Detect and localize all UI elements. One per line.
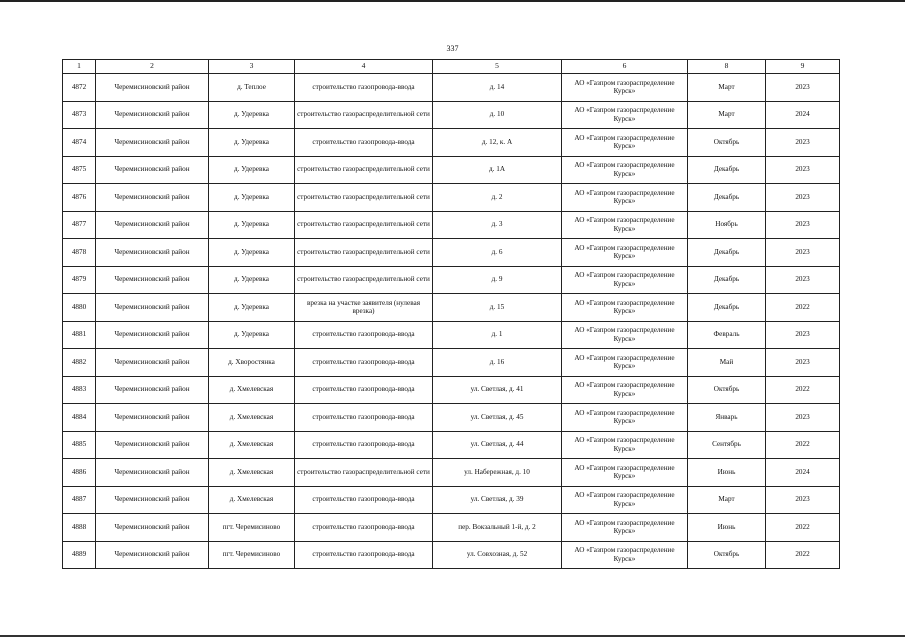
work-type-cell: строительство газопровода-ввода — [295, 321, 433, 349]
table-row — [63, 156, 840, 184]
district-cell: Черемисиновский район — [96, 376, 209, 404]
row-number-cell: 4876 — [63, 184, 96, 212]
work-type-cell: строительство газопровода-ввода — [295, 376, 433, 404]
table-row — [63, 239, 840, 267]
year-cell: 2023 — [766, 74, 840, 102]
district-cell: Черемисиновский район — [96, 294, 209, 322]
table-row — [63, 129, 840, 157]
row-number-cell: 4878 — [63, 239, 96, 267]
column-header-month: 8 — [688, 60, 766, 74]
address-cell: д. 12, к. А — [433, 129, 562, 157]
year-cell: 2023 — [766, 349, 840, 377]
settlement-cell: д. Удеревка — [209, 156, 295, 184]
year-cell: 2023 — [766, 404, 840, 432]
table-row — [63, 184, 840, 212]
year-cell: 2024 — [766, 459, 840, 487]
address-cell: ул. Светлая, д. 45 — [433, 404, 562, 432]
work-type-cell: строительство газопровода-ввода — [295, 349, 433, 377]
district-cell: Черемисиновский район — [96, 211, 209, 239]
year-cell: 2023 — [766, 239, 840, 267]
row-number-cell: 4885 — [63, 431, 96, 459]
year-cell: 2022 — [766, 376, 840, 404]
table-row — [63, 211, 840, 239]
address-cell: д. 9 — [433, 266, 562, 294]
registry-table — [62, 59, 840, 569]
column-header-organization: 6 — [562, 60, 688, 74]
address-cell: д. 2 — [433, 184, 562, 212]
table-row — [63, 349, 840, 377]
settlement-cell: д. Удеревка — [209, 211, 295, 239]
work-type-cell: строительство газораспределительной сети — [295, 266, 433, 294]
month-cell: Январь — [688, 404, 766, 432]
organization-cell: АО «Газпром газораспределение Курск» — [562, 294, 688, 322]
work-type-cell: строительство газопровода-ввода — [295, 486, 433, 514]
settlement-cell: д. Удеревка — [209, 266, 295, 294]
organization-cell: АО «Газпром газораспределение Курск» — [562, 431, 688, 459]
row-number-cell: 4883 — [63, 376, 96, 404]
month-cell: Май — [688, 349, 766, 377]
settlement-cell: д. Хмелевская — [209, 486, 295, 514]
month-cell: Март — [688, 74, 766, 102]
table-row — [63, 514, 840, 542]
year-cell: 2024 — [766, 101, 840, 129]
month-cell: Ноябрь — [688, 211, 766, 239]
year-cell: 2023 — [766, 321, 840, 349]
settlement-cell: д. Хмелевская — [209, 404, 295, 432]
row-number-cell: 4886 — [63, 459, 96, 487]
row-number-cell: 4884 — [63, 404, 96, 432]
year-cell: 2023 — [766, 156, 840, 184]
month-cell: Октябрь — [688, 129, 766, 157]
work-type-cell: строительство газораспределительной сети — [295, 184, 433, 212]
district-cell: Черемисиновский район — [96, 486, 209, 514]
month-cell: Сентябрь — [688, 431, 766, 459]
table-row — [63, 321, 840, 349]
work-type-cell: строительство газопровода-ввода — [295, 74, 433, 102]
district-cell: Черемисиновский район — [96, 74, 209, 102]
district-cell: Черемисиновский район — [96, 459, 209, 487]
row-number-cell: 4872 — [63, 74, 96, 102]
year-cell: 2022 — [766, 431, 840, 459]
district-cell: Черемисиновский район — [96, 129, 209, 157]
year-cell: 2022 — [766, 541, 840, 569]
month-cell: Октябрь — [688, 376, 766, 404]
work-type-cell: строительство газораспределительной сети — [295, 239, 433, 267]
district-cell: Черемисиновский район — [96, 431, 209, 459]
organization-cell: АО «Газпром газораспределение Курск» — [562, 129, 688, 157]
organization-cell: АО «Газпром газораспределение Курск» — [562, 239, 688, 267]
organization-cell: АО «Газпром газораспределение Курск» — [562, 184, 688, 212]
month-cell: Март — [688, 101, 766, 129]
year-cell: 2023 — [766, 184, 840, 212]
work-type-cell: строительство газораспределительной сети — [295, 211, 433, 239]
settlement-cell: д. Удеревка — [209, 184, 295, 212]
work-type-cell: строительство газораспределительной сети — [295, 156, 433, 184]
organization-cell: АО «Газпром газораспределение Курск» — [562, 101, 688, 129]
month-cell: Декабрь — [688, 239, 766, 267]
table-row — [63, 294, 840, 322]
settlement-cell: пгт. Черемисиново — [209, 541, 295, 569]
district-cell: Черемисиновский район — [96, 541, 209, 569]
table-row — [63, 376, 840, 404]
month-cell: Февраль — [688, 321, 766, 349]
scan-border-bottom — [0, 635, 905, 637]
row-number-cell: 4875 — [63, 156, 96, 184]
address-cell: д. 3 — [433, 211, 562, 239]
address-cell: д. 14 — [433, 74, 562, 102]
column-header-number: 1 — [63, 60, 96, 74]
district-cell: Черемисиновский район — [96, 101, 209, 129]
settlement-cell: д. Удеревка — [209, 129, 295, 157]
row-number-cell: 4882 — [63, 349, 96, 377]
table-header-row — [63, 60, 840, 74]
address-cell: пер. Вокзальный 1-й, д. 2 — [433, 514, 562, 542]
organization-cell: АО «Газпром газораспределение Курск» — [562, 404, 688, 432]
settlement-cell: д. Теплое — [209, 74, 295, 102]
page-number: 337 — [446, 44, 459, 53]
month-cell: Июнь — [688, 459, 766, 487]
month-cell: Декабрь — [688, 294, 766, 322]
work-type-cell: строительство газопровода-ввода — [295, 541, 433, 569]
scan-border-top — [0, 0, 905, 2]
column-header-settlement: 3 — [209, 60, 295, 74]
district-cell: Черемисиновский район — [96, 239, 209, 267]
organization-cell: АО «Газпром газораспределение Курск» — [562, 459, 688, 487]
organization-cell: АО «Газпром газораспределение Курск» — [562, 514, 688, 542]
settlement-cell: д. Хмелевская — [209, 459, 295, 487]
settlement-cell: пгт. Черемисиново — [209, 514, 295, 542]
district-cell: Черемисиновский район — [96, 404, 209, 432]
row-number-cell: 4889 — [63, 541, 96, 569]
row-number-cell: 4879 — [63, 266, 96, 294]
row-number-cell: 4881 — [63, 321, 96, 349]
year-cell: 2023 — [766, 486, 840, 514]
table-row — [63, 404, 840, 432]
row-number-cell: 4887 — [63, 486, 96, 514]
district-cell: Черемисиновский район — [96, 156, 209, 184]
address-cell: ул. Светлая, д. 41 — [433, 376, 562, 404]
table-body — [63, 74, 840, 569]
organization-cell: АО «Газпром газораспределение Курск» — [562, 349, 688, 377]
settlement-cell: д. Хмелевская — [209, 376, 295, 404]
row-number-cell: 4880 — [63, 294, 96, 322]
district-cell: Черемисиновский район — [96, 514, 209, 542]
month-cell: Октябрь — [688, 541, 766, 569]
address-cell: д. 16 — [433, 349, 562, 377]
column-header-district: 2 — [96, 60, 209, 74]
row-number-cell: 4873 — [63, 101, 96, 129]
year-cell: 2023 — [766, 211, 840, 239]
district-cell: Черемисиновский район — [96, 349, 209, 377]
month-cell: Март — [688, 486, 766, 514]
district-cell: Черемисиновский район — [96, 321, 209, 349]
work-type-cell: строительство газораспределительной сети — [295, 459, 433, 487]
settlement-cell: д. Удеревка — [209, 321, 295, 349]
organization-cell: АО «Газпром газораспределение Курск» — [562, 156, 688, 184]
column-header-work-type: 4 — [295, 60, 433, 74]
address-cell: ул. Светлая, д. 39 — [433, 486, 562, 514]
district-cell: Черемисиновский район — [96, 266, 209, 294]
work-type-cell: строительство газораспределительной сети — [295, 101, 433, 129]
month-cell: Июнь — [688, 514, 766, 542]
month-cell: Декабрь — [688, 266, 766, 294]
settlement-cell: д. Хворостянка — [209, 349, 295, 377]
year-cell: 2022 — [766, 514, 840, 542]
address-cell: д. 1 — [433, 321, 562, 349]
work-type-cell: строительство газопровода-ввода — [295, 431, 433, 459]
table-row — [63, 74, 840, 102]
work-type-cell: строительство газопровода-ввода — [295, 129, 433, 157]
month-cell: Декабрь — [688, 156, 766, 184]
table-row — [63, 266, 840, 294]
organization-cell: АО «Газпром газораспределение Курск» — [562, 74, 688, 102]
work-type-cell: строительство газопровода-ввода — [295, 404, 433, 432]
address-cell: д. 10 — [433, 101, 562, 129]
column-header-year: 9 — [766, 60, 840, 74]
year-cell: 2023 — [766, 129, 840, 157]
row-number-cell: 4874 — [63, 129, 96, 157]
row-number-cell: 4877 — [63, 211, 96, 239]
address-cell: д. 1А — [433, 156, 562, 184]
organization-cell: АО «Газпром газораспределение Курск» — [562, 321, 688, 349]
table-row — [63, 486, 840, 514]
settlement-cell: д. Удеревка — [209, 294, 295, 322]
table-row — [63, 431, 840, 459]
address-cell: ул. Совхозная, д. 52 — [433, 541, 562, 569]
organization-cell: АО «Газпром газораспределение Курск» — [562, 486, 688, 514]
organization-cell: АО «Газпром газораспределение Курск» — [562, 376, 688, 404]
district-cell: Черемисиновский район — [96, 184, 209, 212]
settlement-cell: д. Удеревка — [209, 101, 295, 129]
row-number-cell: 4888 — [63, 514, 96, 542]
organization-cell: АО «Газпром газораспределение Курск» — [562, 541, 688, 569]
address-cell: ул. Светлая, д. 44 — [433, 431, 562, 459]
table-row — [63, 459, 840, 487]
address-cell: д. 6 — [433, 239, 562, 267]
table-row — [63, 541, 840, 569]
work-type-cell: строительство газопровода-ввода — [295, 514, 433, 542]
work-type-cell: врезка на участке заявителя (нулевая врезка) — [295, 294, 433, 322]
table-row — [63, 101, 840, 129]
address-cell: ул. Набережная, д. 10 — [433, 459, 562, 487]
column-header-address: 5 — [433, 60, 562, 74]
organization-cell: АО «Газпром газораспределение Курск» — [562, 266, 688, 294]
address-cell: д. 15 — [433, 294, 562, 322]
organization-cell: АО «Газпром газораспределение Курск» — [562, 211, 688, 239]
year-cell: 2022 — [766, 294, 840, 322]
settlement-cell: д. Хмелевская — [209, 431, 295, 459]
month-cell: Декабрь — [688, 184, 766, 212]
settlement-cell: д. Удеревка — [209, 239, 295, 267]
year-cell: 2023 — [766, 266, 840, 294]
